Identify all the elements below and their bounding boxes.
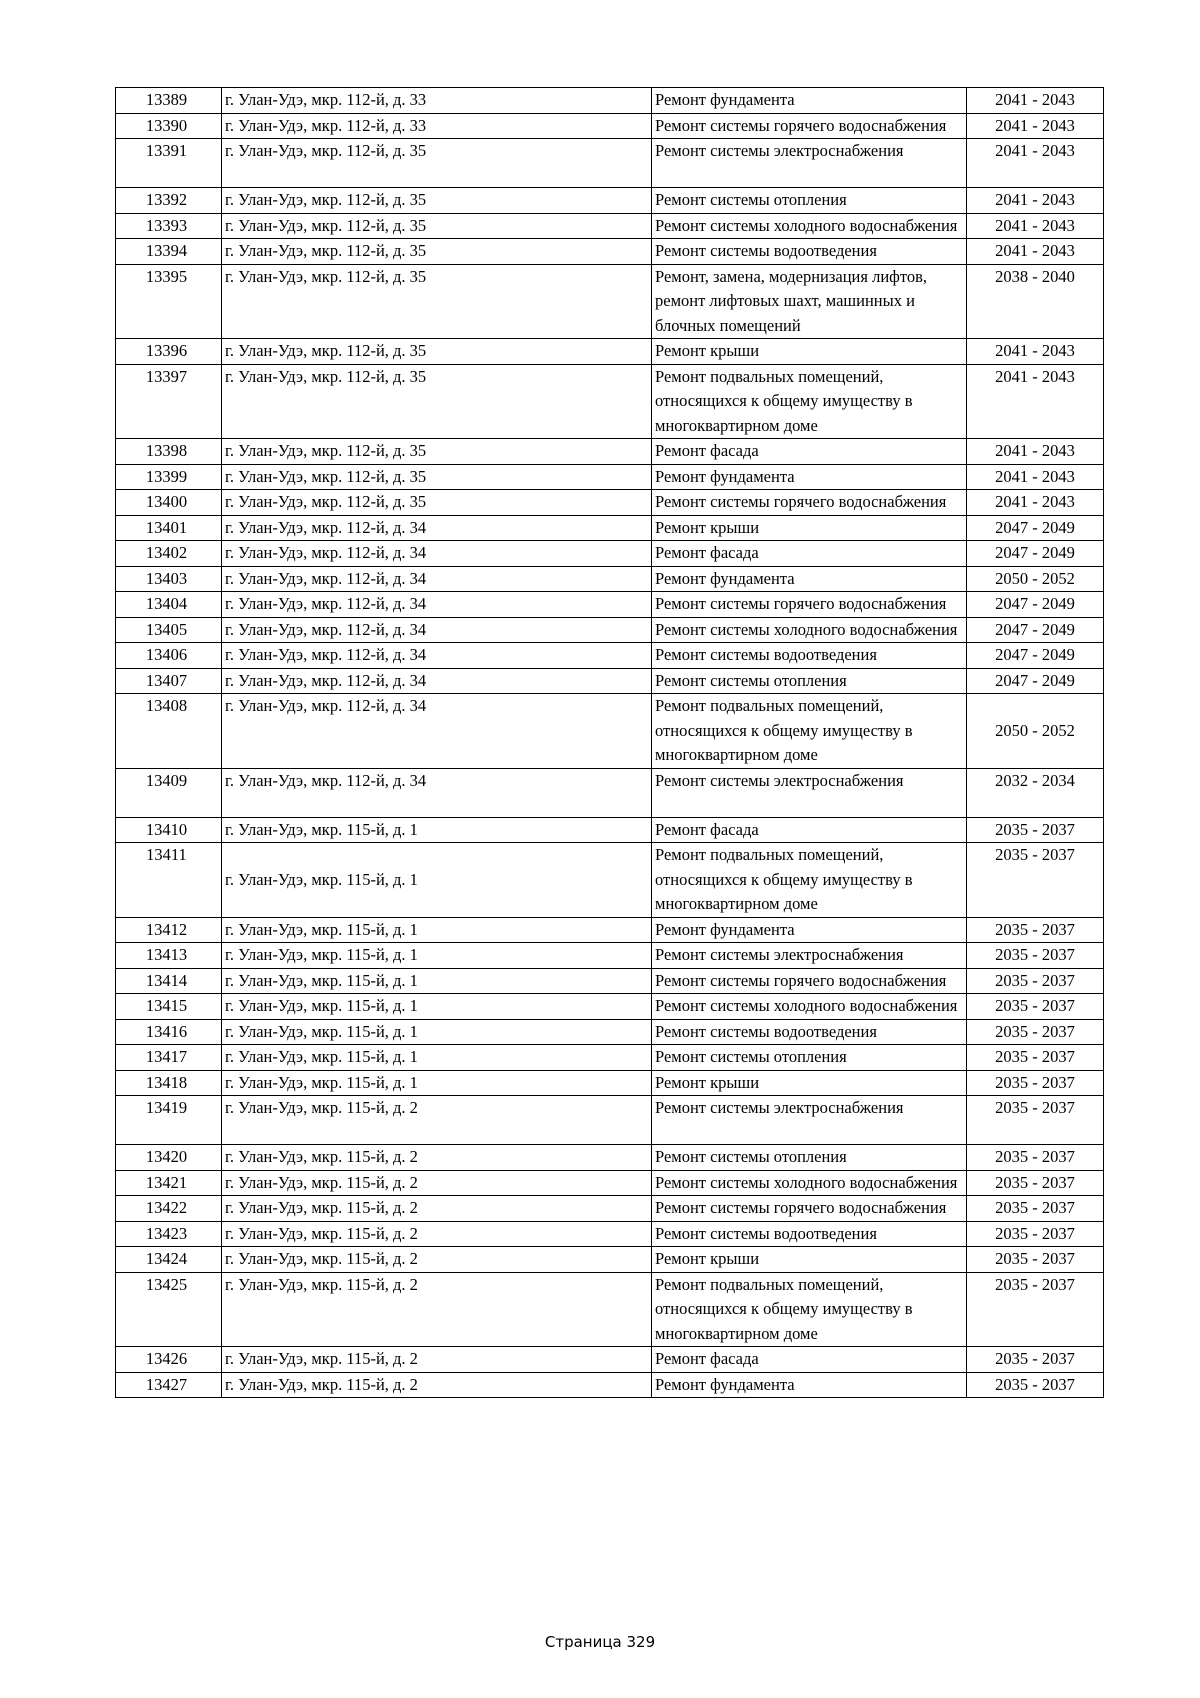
table-row [116, 1272, 1104, 1347]
work-type-cell: Ремонт крыши [652, 1247, 967, 1273]
work-type-cell: Ремонт системы отопления [652, 188, 967, 214]
row-number: 13423 [116, 1221, 222, 1247]
table-row [116, 968, 1104, 994]
address-cell: г. Улан-Удэ, мкр. 115-й, д. 1 [222, 843, 652, 918]
address-cell: г. Улан-Удэ, мкр. 115-й, д. 2 [222, 1347, 652, 1373]
address-cell: г. Улан-Удэ, мкр. 115-й, д. 2 [222, 1170, 652, 1196]
work-type-cell: Ремонт системы горячего водоснабжения [652, 113, 967, 139]
table-row [116, 1196, 1104, 1222]
row-number: 13420 [116, 1145, 222, 1171]
address-cell: г. Улан-Удэ, мкр. 112-й, д. 34 [222, 541, 652, 567]
row-number: 13394 [116, 239, 222, 265]
row-number: 13410 [116, 817, 222, 843]
row-number: 13425 [116, 1272, 222, 1347]
address-cell: г. Улан-Удэ, мкр. 115-й, д. 2 [222, 1272, 652, 1347]
address-cell: г. Улан-Удэ, мкр. 112-й, д. 35 [222, 490, 652, 516]
address-cell: г. Улан-Удэ, мкр. 112-й, д. 35 [222, 339, 652, 365]
row-number: 13406 [116, 643, 222, 669]
row-number: 13393 [116, 213, 222, 239]
address-cell: г. Улан-Удэ, мкр. 115-й, д. 1 [222, 1045, 652, 1071]
table-row [116, 113, 1104, 139]
period-cell: 2035 - 2037 [967, 1045, 1104, 1071]
work-type-cell: Ремонт системы электроснабжения [652, 768, 967, 817]
table-row [116, 1247, 1104, 1273]
work-type-cell: Ремонт крыши [652, 1070, 967, 1096]
row-number: 13402 [116, 541, 222, 567]
address-cell: г. Улан-Удэ, мкр. 112-й, д. 33 [222, 88, 652, 114]
work-type-cell: Ремонт системы холодного водоснабжения [652, 213, 967, 239]
period-cell: 2035 - 2037 [967, 1019, 1104, 1045]
period-cell: 2041 - 2043 [967, 188, 1104, 214]
work-type-cell: Ремонт подвальных помещений, относящихся к общему имуществу в многоквартирном доме [652, 1272, 967, 1347]
table-row [116, 668, 1104, 694]
row-number: 13412 [116, 917, 222, 943]
period-cell: 2041 - 2043 [967, 213, 1104, 239]
table-row [116, 264, 1104, 339]
row-number: 13392 [116, 188, 222, 214]
work-type-cell: Ремонт системы холодного водоснабжения [652, 617, 967, 643]
table-row [116, 213, 1104, 239]
period-cell: 2047 - 2049 [967, 515, 1104, 541]
address-cell: г. Улан-Удэ, мкр. 112-й, д. 34 [222, 592, 652, 618]
address-cell: г. Улан-Удэ, мкр. 115-й, д. 1 [222, 968, 652, 994]
table-row [116, 1347, 1104, 1373]
period-cell: 2035 - 2037 [967, 917, 1104, 943]
row-number: 13405 [116, 617, 222, 643]
address-cell: г. Улан-Удэ, мкр. 115-й, д. 2 [222, 1372, 652, 1398]
period-cell: 2032 - 2034 [967, 768, 1104, 817]
table-row [116, 188, 1104, 214]
work-type-cell: Ремонт системы отопления [652, 1145, 967, 1171]
period-cell: 2035 - 2037 [967, 1372, 1104, 1398]
table-row [116, 1221, 1104, 1247]
row-number: 13427 [116, 1372, 222, 1398]
work-type-cell: Ремонт системы горячего водоснабжения [652, 968, 967, 994]
table-row [116, 994, 1104, 1020]
table-row [116, 464, 1104, 490]
work-type-cell: Ремонт системы водоотведения [652, 1221, 967, 1247]
table-row [116, 843, 1104, 918]
address-cell: г. Улан-Удэ, мкр. 112-й, д. 35 [222, 239, 652, 265]
table-row [116, 617, 1104, 643]
address-cell: г. Улан-Удэ, мкр. 115-й, д. 2 [222, 1096, 652, 1145]
work-type-cell: Ремонт фасада [652, 541, 967, 567]
address-cell: г. Улан-Удэ, мкр. 112-й, д. 35 [222, 188, 652, 214]
address-cell: г. Улан-Удэ, мкр. 112-й, д. 35 [222, 439, 652, 465]
table-row [116, 1145, 1104, 1171]
period-cell: 2035 - 2037 [967, 943, 1104, 969]
address-cell: г. Улан-Удэ, мкр. 115-й, д. 1 [222, 994, 652, 1020]
work-type-cell: Ремонт подвальных помещений, относящихся к общему имуществу в многоквартирном доме [652, 843, 967, 918]
row-number: 13397 [116, 364, 222, 439]
period-cell: 2035 - 2037 [967, 1170, 1104, 1196]
table-row [116, 490, 1104, 516]
period-cell: 2041 - 2043 [967, 339, 1104, 365]
table-row [116, 88, 1104, 114]
address-cell: г. Улан-Удэ, мкр. 112-й, д. 35 [222, 213, 652, 239]
period-cell: 2035 - 2037 [967, 1070, 1104, 1096]
work-type-cell: Ремонт крыши [652, 339, 967, 365]
work-type-cell: Ремонт фундамента [652, 566, 967, 592]
row-number: 13417 [116, 1045, 222, 1071]
row-number: 13424 [116, 1247, 222, 1273]
period-cell: 2038 - 2040 [967, 264, 1104, 339]
row-number: 13403 [116, 566, 222, 592]
row-number: 13400 [116, 490, 222, 516]
work-type-cell: Ремонт системы отопления [652, 668, 967, 694]
period-cell: 2050 - 2052 [967, 694, 1104, 769]
row-number: 13391 [116, 139, 222, 188]
table-row [116, 364, 1104, 439]
work-type-cell: Ремонт крыши [652, 515, 967, 541]
period-cell: 2035 - 2037 [967, 1096, 1104, 1145]
period-cell: 2041 - 2043 [967, 139, 1104, 188]
table-row [116, 694, 1104, 769]
table-row [116, 1070, 1104, 1096]
address-cell: г. Улан-Удэ, мкр. 112-й, д. 34 [222, 566, 652, 592]
row-number: 13389 [116, 88, 222, 114]
table-row [116, 643, 1104, 669]
period-cell: 2035 - 2037 [967, 817, 1104, 843]
address-cell: г. Улан-Удэ, мкр. 112-й, д. 35 [222, 464, 652, 490]
table-row [116, 239, 1104, 265]
work-type-cell: Ремонт фундамента [652, 464, 967, 490]
period-cell: 2035 - 2037 [967, 843, 1104, 918]
work-type-cell: Ремонт фасада [652, 439, 967, 465]
period-cell: 2041 - 2043 [967, 439, 1104, 465]
row-number: 13418 [116, 1070, 222, 1096]
address-cell: г. Улан-Удэ, мкр. 115-й, д. 1 [222, 1070, 652, 1096]
table-row [116, 566, 1104, 592]
table-row [116, 768, 1104, 817]
address-cell: г. Улан-Удэ, мкр. 112-й, д. 35 [222, 264, 652, 339]
work-type-cell: Ремонт системы водоотведения [652, 239, 967, 265]
address-cell: г. Улан-Удэ, мкр. 115-й, д. 2 [222, 1145, 652, 1171]
period-cell: 2041 - 2043 [967, 239, 1104, 265]
row-number: 13413 [116, 943, 222, 969]
address-cell: г. Улан-Удэ, мкр. 115-й, д. 1 [222, 817, 652, 843]
work-type-cell: Ремонт системы водоотведения [652, 1019, 967, 1045]
address-cell: г. Улан-Удэ, мкр. 112-й, д. 34 [222, 617, 652, 643]
row-number: 13407 [116, 668, 222, 694]
page-number: Страница 329 [544, 1633, 656, 1651]
period-cell: 2041 - 2043 [967, 88, 1104, 114]
address-cell: г. Улан-Удэ, мкр. 115-й, д. 2 [222, 1196, 652, 1222]
table-body [116, 88, 1104, 1398]
row-number: 13390 [116, 113, 222, 139]
period-cell: 2041 - 2043 [967, 113, 1104, 139]
work-type-cell: Ремонт системы электроснабжения [652, 1096, 967, 1145]
work-type-cell: Ремонт системы водоотведения [652, 643, 967, 669]
row-number: 13395 [116, 264, 222, 339]
period-cell: 2035 - 2037 [967, 1247, 1104, 1273]
period-cell: 2047 - 2049 [967, 668, 1104, 694]
address-cell: г. Улан-Удэ, мкр. 112-й, д. 35 [222, 364, 652, 439]
row-number: 13414 [116, 968, 222, 994]
address-cell: г. Улан-Удэ, мкр. 112-й, д. 34 [222, 515, 652, 541]
address-cell: г. Улан-Удэ, мкр. 115-й, д. 1 [222, 917, 652, 943]
work-type-cell: Ремонт подвальных помещений, относящихся к общему имуществу в многоквартирном доме [652, 364, 967, 439]
row-number: 13398 [116, 439, 222, 465]
work-type-cell: Ремонт фасада [652, 817, 967, 843]
address-cell: г. Улан-Удэ, мкр. 112-й, д. 33 [222, 113, 652, 139]
table-row [116, 439, 1104, 465]
period-cell: 2041 - 2043 [967, 364, 1104, 439]
address-cell: г. Улан-Удэ, мкр. 112-й, д. 34 [222, 768, 652, 817]
work-type-cell: Ремонт системы горячего водоснабжения [652, 490, 967, 516]
row-number: 13401 [116, 515, 222, 541]
work-type-cell: Ремонт системы горячего водоснабжения [652, 1196, 967, 1222]
table-row [116, 943, 1104, 969]
period-cell: 2041 - 2043 [967, 464, 1104, 490]
work-type-cell: Ремонт фундамента [652, 917, 967, 943]
work-type-cell: Ремонт системы электроснабжения [652, 943, 967, 969]
table-row [116, 817, 1104, 843]
row-number: 13422 [116, 1196, 222, 1222]
row-number: 13408 [116, 694, 222, 769]
row-number: 13426 [116, 1347, 222, 1373]
period-cell: 2035 - 2037 [967, 1145, 1104, 1171]
period-cell: 2047 - 2049 [967, 643, 1104, 669]
table-row [116, 541, 1104, 567]
table-row [116, 1019, 1104, 1045]
work-type-cell: Ремонт системы электроснабжения [652, 139, 967, 188]
work-type-cell: Ремонт фасада [652, 1347, 967, 1373]
row-number: 13416 [116, 1019, 222, 1045]
period-cell: 2041 - 2043 [967, 490, 1104, 516]
work-type-cell: Ремонт системы холодного водоснабжения [652, 1170, 967, 1196]
work-type-cell: Ремонт, замена, модернизация лифтов, ремонт лифтовых шахт, машинных и блочных помещений [652, 264, 967, 339]
row-number: 13411 [116, 843, 222, 918]
period-cell: 2035 - 2037 [967, 1221, 1104, 1247]
address-cell: г. Улан-Удэ, мкр. 115-й, д. 1 [222, 1019, 652, 1045]
period-cell: 2047 - 2049 [967, 541, 1104, 567]
address-cell: г. Улан-Удэ, мкр. 112-й, д. 34 [222, 694, 652, 769]
period-cell: 2035 - 2037 [967, 1347, 1104, 1373]
work-type-cell: Ремонт фундамента [652, 1372, 967, 1398]
period-cell: 2047 - 2049 [967, 617, 1104, 643]
table-row [116, 339, 1104, 365]
address-cell: г. Улан-Удэ, мкр. 115-й, д. 1 [222, 943, 652, 969]
period-cell: 2035 - 2037 [967, 1272, 1104, 1347]
address-cell: г. Улан-Удэ, мкр. 112-й, д. 34 [222, 643, 652, 669]
repair-schedule-table [115, 87, 1104, 1398]
address-cell: г. Улан-Удэ, мкр. 115-й, д. 2 [222, 1221, 652, 1247]
period-cell: 2050 - 2052 [967, 566, 1104, 592]
work-type-cell: Ремонт системы отопления [652, 1045, 967, 1071]
table-row [116, 1045, 1104, 1071]
table-row [116, 139, 1104, 188]
row-number: 13419 [116, 1096, 222, 1145]
address-cell: г. Улан-Удэ, мкр. 112-й, д. 35 [222, 139, 652, 188]
row-number: 13396 [116, 339, 222, 365]
address-cell: г. Улан-Удэ, мкр. 115-й, д. 2 [222, 1247, 652, 1273]
row-number: 13421 [116, 1170, 222, 1196]
period-cell: 2035 - 2037 [967, 1196, 1104, 1222]
row-number: 13399 [116, 464, 222, 490]
address-cell: г. Улан-Удэ, мкр. 112-й, д. 34 [222, 668, 652, 694]
period-cell: 2035 - 2037 [967, 994, 1104, 1020]
table-row [116, 515, 1104, 541]
work-type-cell: Ремонт подвальных помещений, относящихся к общему имуществу в многоквартирном доме [652, 694, 967, 769]
table-row [116, 1170, 1104, 1196]
period-cell: 2035 - 2037 [967, 968, 1104, 994]
table-row [116, 1096, 1104, 1145]
table-row [116, 917, 1104, 943]
work-type-cell: Ремонт системы холодного водоснабжения [652, 994, 967, 1020]
period-cell: 2047 - 2049 [967, 592, 1104, 618]
table-row [116, 1372, 1104, 1398]
table-row [116, 592, 1104, 618]
row-number: 13415 [116, 994, 222, 1020]
work-type-cell: Ремонт системы горячего водоснабжения [652, 592, 967, 618]
work-type-cell: Ремонт фундамента [652, 88, 967, 114]
row-number: 13409 [116, 768, 222, 817]
row-number: 13404 [116, 592, 222, 618]
